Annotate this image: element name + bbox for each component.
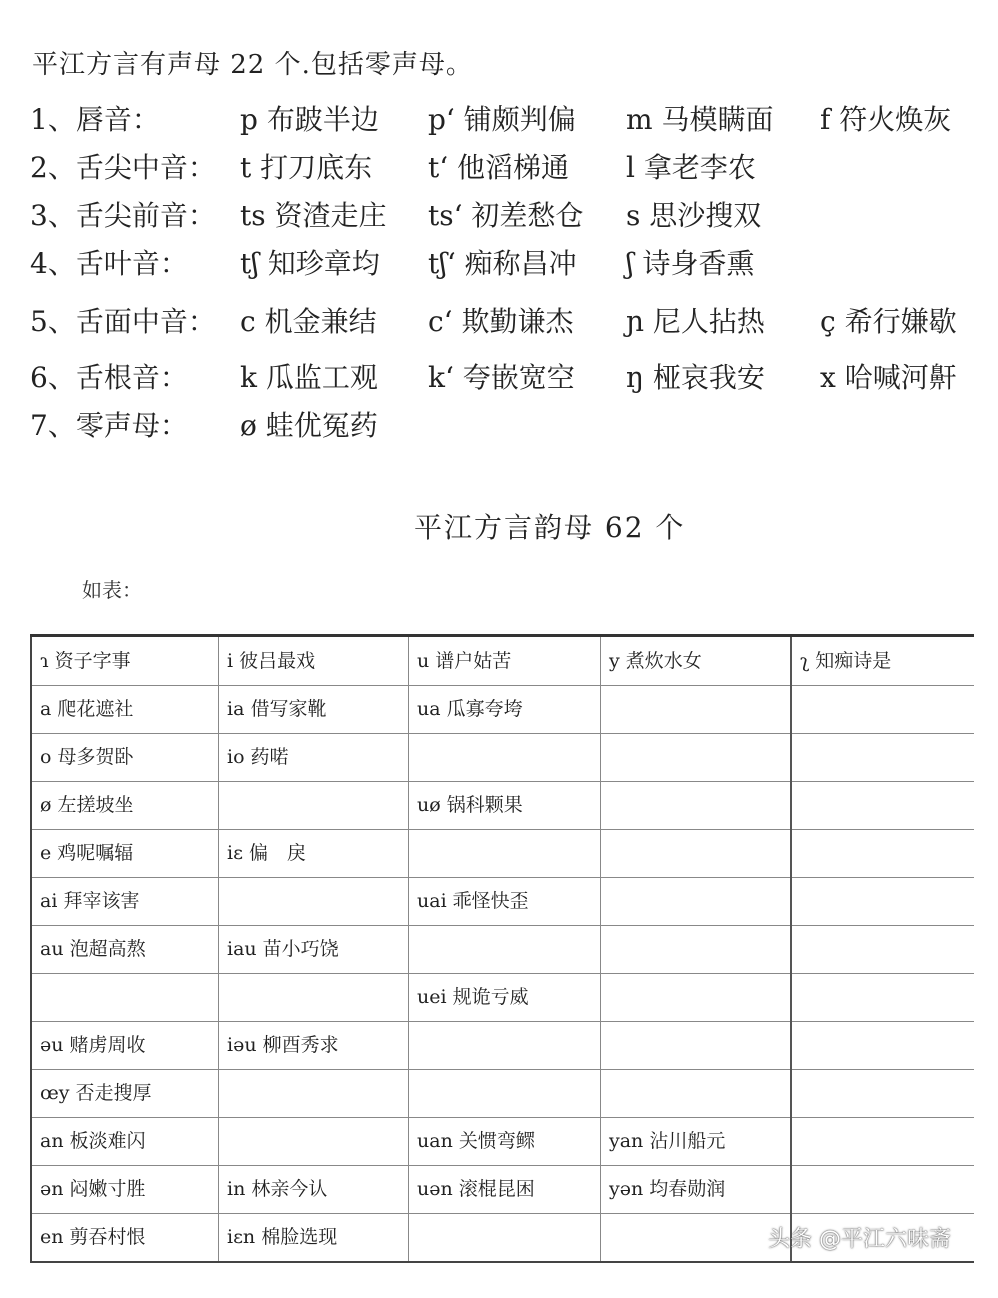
table-row xyxy=(30,781,974,830)
table-cell: ua 瓜寡夸垮 xyxy=(408,685,600,733)
table-row xyxy=(30,1069,974,1118)
initial-category-label: 5、舌面中音： xyxy=(30,305,216,338)
table-cell: in 林亲今认 xyxy=(218,1165,408,1213)
table-cell xyxy=(790,973,974,1021)
table-cell: an 板淡难闪 xyxy=(30,1117,218,1165)
table-cell: uən 滚棍昆困 xyxy=(408,1165,600,1213)
initial-group: ç 希行嫌歇 xyxy=(820,305,957,338)
table-cell xyxy=(600,781,790,829)
table-cell xyxy=(600,685,790,733)
initial-group: f 符火焕灰 xyxy=(820,103,952,136)
table-cell: au 泡超高熬 xyxy=(30,925,218,973)
initial-group: l 拿老李农 xyxy=(626,151,756,184)
table-cell xyxy=(790,877,974,925)
table-cell xyxy=(408,1069,600,1117)
table-cell xyxy=(218,1069,408,1117)
intro-text: 平江方言有声母 22 个.包括零声母。 xyxy=(32,50,473,80)
watermark: 头条 @平江六味斋 xyxy=(768,1227,951,1252)
table-intro-label: 如表： xyxy=(82,578,142,602)
initial-group: k‘ 夸嵌宽空 xyxy=(428,361,575,394)
table-row xyxy=(30,1165,974,1214)
table-cell xyxy=(408,925,600,973)
initial-category-label: 3、舌尖前音： xyxy=(30,199,216,232)
table-cell: iɛ 偏 戾 xyxy=(218,829,408,877)
table-cell xyxy=(600,877,790,925)
initial-group: tʃ‘ 痴称昌冲 xyxy=(428,247,577,280)
table-cell: yən 均春勋润 xyxy=(600,1165,790,1213)
table-cell: y 煮炊水女 xyxy=(600,637,790,685)
initial-group: m 马模瞒面 xyxy=(626,103,774,136)
initial-group: ø 蛙优冤药 xyxy=(240,409,378,442)
table-cell xyxy=(218,781,408,829)
table-cell xyxy=(408,733,600,781)
table-cell xyxy=(600,1021,790,1069)
table-cell xyxy=(790,1117,974,1165)
table-row xyxy=(30,685,974,734)
initial-group: ɲ 尼人拈热 xyxy=(626,305,765,338)
table-row xyxy=(30,1021,974,1070)
table-cell xyxy=(790,1069,974,1117)
initial-group: ts‘ 初差愁仓 xyxy=(428,199,584,232)
table-cell: ʅ 知痴诗是 xyxy=(790,637,974,685)
table-cell: iau 苗小巧饶 xyxy=(218,925,408,973)
initial-group: ŋ 桠哀我安 xyxy=(626,361,765,394)
initial-group: s 思沙搜双 xyxy=(626,199,762,232)
initial-category-label: 4、舌叶音： xyxy=(30,247,188,280)
table-cell: en 剪吞村恨 xyxy=(30,1213,218,1261)
table-cell: ø 左搓坡坐 xyxy=(30,781,218,829)
table-cell: əu 赌虏周收 xyxy=(30,1021,218,1069)
table-row xyxy=(30,1117,974,1166)
table-cell xyxy=(600,1069,790,1117)
table-cell: i 彼吕最戏 xyxy=(218,637,408,685)
table-cell xyxy=(408,1213,600,1261)
table-cell: uø 锅科颗果 xyxy=(408,781,600,829)
table-cell xyxy=(218,973,408,1021)
table-cell: u 谱户姑苦 xyxy=(408,637,600,685)
table-cell xyxy=(790,781,974,829)
table-cell xyxy=(790,733,974,781)
table-cell: iɛn 棉脸选现 xyxy=(218,1213,408,1261)
finals-heading: 平江方言韵母 62 个 xyxy=(414,511,686,544)
table-cell xyxy=(600,973,790,1021)
initial-category-label: 7、零声母： xyxy=(30,409,188,442)
table-cell xyxy=(408,1021,600,1069)
table-row xyxy=(30,973,974,1022)
initial-category-label: 6、舌根音： xyxy=(30,361,188,394)
initial-group: x 哈喊河鼾 xyxy=(820,361,957,394)
table-cell xyxy=(218,1117,408,1165)
table-cell: ən 闷嫩寸胜 xyxy=(30,1165,218,1213)
initial-group: t 打刀底东 xyxy=(240,151,373,184)
table-row xyxy=(30,877,974,926)
table-row xyxy=(30,925,974,974)
initial-group: p 布跛半边 xyxy=(240,103,379,136)
table-cell: io 药喏 xyxy=(218,733,408,781)
initial-group: c 机金兼结 xyxy=(240,305,377,338)
initial-category-label: 2、舌尖中音： xyxy=(30,151,216,184)
table-cell: ɿ 资子字事 xyxy=(30,637,218,685)
table-cell xyxy=(408,829,600,877)
table-cell xyxy=(790,1165,974,1213)
table-cell xyxy=(790,925,974,973)
table-cell xyxy=(600,925,790,973)
table-cell: e 鸡呢嘱辐 xyxy=(30,829,218,877)
table-cell: a 爬花遮社 xyxy=(30,685,218,733)
table-cell: yan 沾川船元 xyxy=(600,1117,790,1165)
initial-category-label: 1、唇音： xyxy=(30,103,160,136)
table-cell xyxy=(600,829,790,877)
table-cell xyxy=(600,1213,790,1261)
table-cell: iəu 柳酉秀求 xyxy=(218,1021,408,1069)
table-cell xyxy=(790,1021,974,1069)
table-cell: ai 拜宰该害 xyxy=(30,877,218,925)
table-row xyxy=(30,829,974,878)
table-cell: uai 乖怪快歪 xyxy=(408,877,600,925)
table-row xyxy=(30,733,974,782)
initial-group: t‘ 他滔梯通 xyxy=(428,151,570,184)
table-cell: ia 借写家靴 xyxy=(218,685,408,733)
initial-group: p‘ 铺颇判偏 xyxy=(428,103,576,136)
table-cell xyxy=(218,877,408,925)
table-cell: œy 否走搜厚 xyxy=(30,1069,218,1117)
table-cell xyxy=(600,733,790,781)
initial-group: c‘ 欺勤谦杰 xyxy=(428,305,574,338)
table-cell xyxy=(790,829,974,877)
initial-group: tʃ 知珍章均 xyxy=(240,247,380,280)
table-cell: uei 规诡亏威 xyxy=(408,973,600,1021)
initial-group: k 瓜监工观 xyxy=(240,361,378,394)
table-row xyxy=(30,637,974,686)
initial-group: ʃ 诗身香熏 xyxy=(626,247,755,280)
table-cell: uan 关惯弯鳏 xyxy=(408,1117,600,1165)
table-cell: o 母多贺卧 xyxy=(30,733,218,781)
table-cell xyxy=(790,685,974,733)
initial-group: ts 资渣走庄 xyxy=(240,199,387,232)
table-cell xyxy=(30,973,218,1021)
